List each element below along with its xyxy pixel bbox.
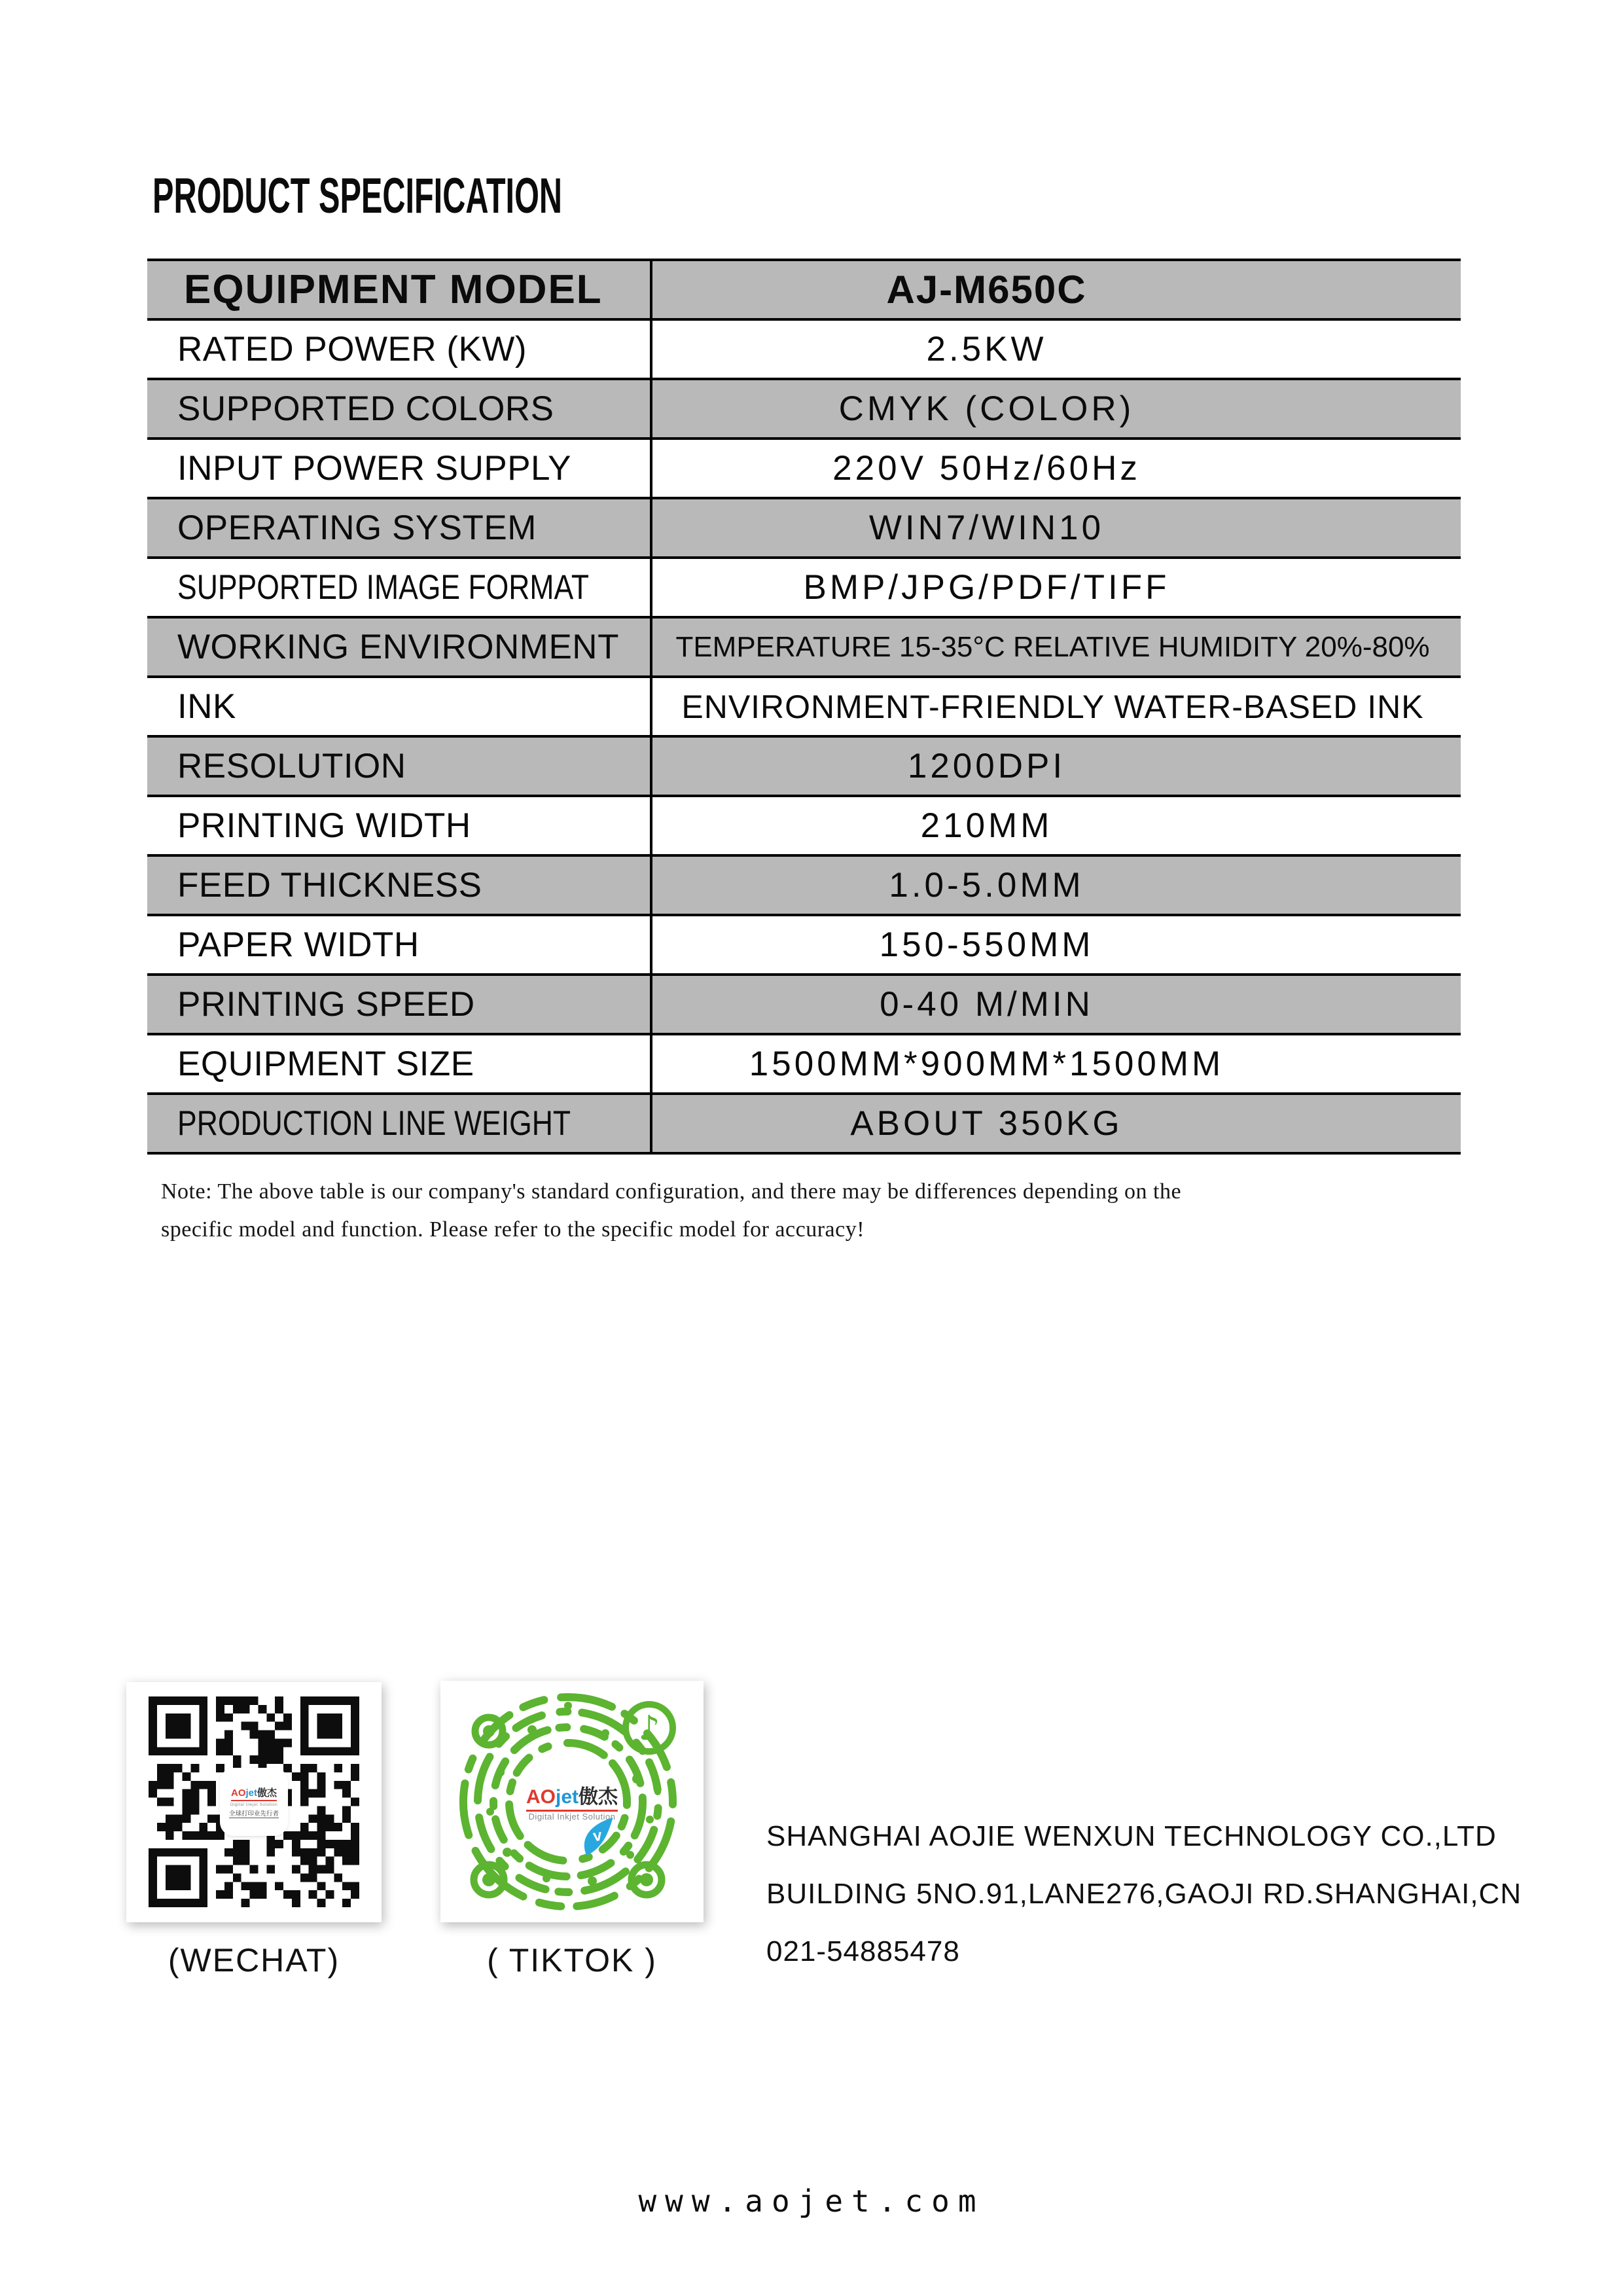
svg-text:v: v xyxy=(592,1826,603,1846)
spec-label: OPERATING SYSTEM xyxy=(177,509,537,547)
spec-label: RESOLUTION xyxy=(177,747,406,785)
spec-value: CMYK (COLOR) xyxy=(838,389,1135,428)
table-row xyxy=(147,556,1461,616)
table-row xyxy=(147,616,1461,675)
aojet-logo-slogan: 全球打印业先行者 xyxy=(229,1808,279,1818)
table-row xyxy=(147,735,1461,795)
company-name: SHANGHAI AOJIE WENXUN TECHNOLOGY CO.,LTD xyxy=(766,1820,1497,1852)
note-text xyxy=(161,1173,1359,1249)
spec-value: 150-550MM xyxy=(879,925,1094,964)
table-row xyxy=(147,854,1461,914)
spec-value: WIN7/WIN10 xyxy=(868,509,1105,547)
tiktok-label: ( TIKTOK ) xyxy=(487,1942,657,1979)
note-line-1: Note: The above table is our company's standard configuration, and there may be differences depending on the xyxy=(161,1179,1182,1204)
spec-label: INPUT POWER SUPPLY xyxy=(177,449,571,488)
tiktok-qr-card xyxy=(440,1681,704,1922)
aojet-bird-icon xyxy=(577,1816,624,1863)
spec-value: 1500MM*900MM*1500MM xyxy=(749,1045,1224,1083)
table-row xyxy=(147,675,1461,735)
spec-label: SUPPORTED IMAGE FORMAT xyxy=(177,568,590,607)
table-row xyxy=(147,914,1461,973)
spec-value: 1200DPI xyxy=(907,747,1066,785)
website-url: www.aojet.com xyxy=(638,2183,985,2219)
company-info xyxy=(766,1808,1522,1981)
table-row xyxy=(147,378,1461,437)
aojet-logo: AOjet傲杰 xyxy=(231,1785,277,1801)
spec-value: ENVIRONMENT-FRIENDLY WATER-BASED INK xyxy=(681,688,1424,725)
spec-value: ABOUT 350KG xyxy=(850,1104,1123,1143)
spec-value: TEMPERATURE 15-35°C RELATIVE HUMIDITY 20%-80% xyxy=(675,630,1430,663)
table-row xyxy=(147,1033,1461,1092)
spec-value: 1.0-5.0MM xyxy=(889,866,1084,905)
table-row xyxy=(147,1092,1461,1152)
spec-value: BMP/JPG/PDF/TIFF xyxy=(803,568,1170,607)
company-phone: 021-54885478 xyxy=(766,1935,960,1967)
spec-label: PRINTING SPEED xyxy=(177,985,475,1024)
wechat-qr-card xyxy=(126,1682,382,1922)
table-row xyxy=(147,497,1461,556)
note-line-2: specific model and function. Please refer to the specific model for accuracy! xyxy=(161,1217,865,1242)
aojet-logo-subtitle: Digital Inkjet Solution xyxy=(230,1803,278,1807)
wechat-label: (WECHAT) xyxy=(168,1942,340,1979)
page-title: PRODUCT SPECIFICATION xyxy=(152,168,563,224)
spec-label: INK xyxy=(177,687,236,726)
table-row xyxy=(147,973,1461,1033)
wechat-qr-center-logo xyxy=(222,1770,286,1834)
table-row xyxy=(147,437,1461,497)
svg-text:♪: ♪ xyxy=(638,1709,660,1748)
aojet-logo-subtitle: Digital Inkjet Solution xyxy=(528,1812,616,1821)
spec-label: FEED THICKNESS xyxy=(177,866,482,905)
spec-value: AJ-M650C xyxy=(886,268,1087,312)
spec-label: RATED POWER (KW) xyxy=(177,330,527,368)
spec-label: PRINTING WIDTH xyxy=(177,806,471,845)
spec-label: PRODUCTION LINE WEIGHT xyxy=(177,1104,571,1143)
spec-label: EQUIPMENT SIZE xyxy=(177,1045,474,1083)
spec-table xyxy=(147,259,1461,1155)
table-column-divider xyxy=(650,259,652,1152)
spec-value: 220V 50Hz/60Hz xyxy=(832,449,1141,488)
spec-label: WORKING ENVIRONMENT xyxy=(177,628,619,666)
spec-label: SUPPORTED COLORS xyxy=(177,389,554,428)
table-row xyxy=(147,795,1461,854)
table-row xyxy=(147,259,1461,318)
spec-label: EQUIPMENT MODEL xyxy=(184,267,603,312)
company-address: BUILDING 5NO.91,LANE276,GAOJI RD.SHANGHAI,CN xyxy=(766,1878,1522,1910)
spec-value: 0-40 M/MIN xyxy=(880,985,1094,1024)
spec-value: 210MM xyxy=(920,806,1053,845)
spec-label: PAPER WIDTH xyxy=(177,925,419,964)
spec-value: 2.5KW xyxy=(926,330,1047,368)
tiktok-note-icon xyxy=(626,1704,673,1751)
table-row xyxy=(147,318,1461,378)
aojet-logo: AOjet傲杰 xyxy=(526,1786,618,1812)
